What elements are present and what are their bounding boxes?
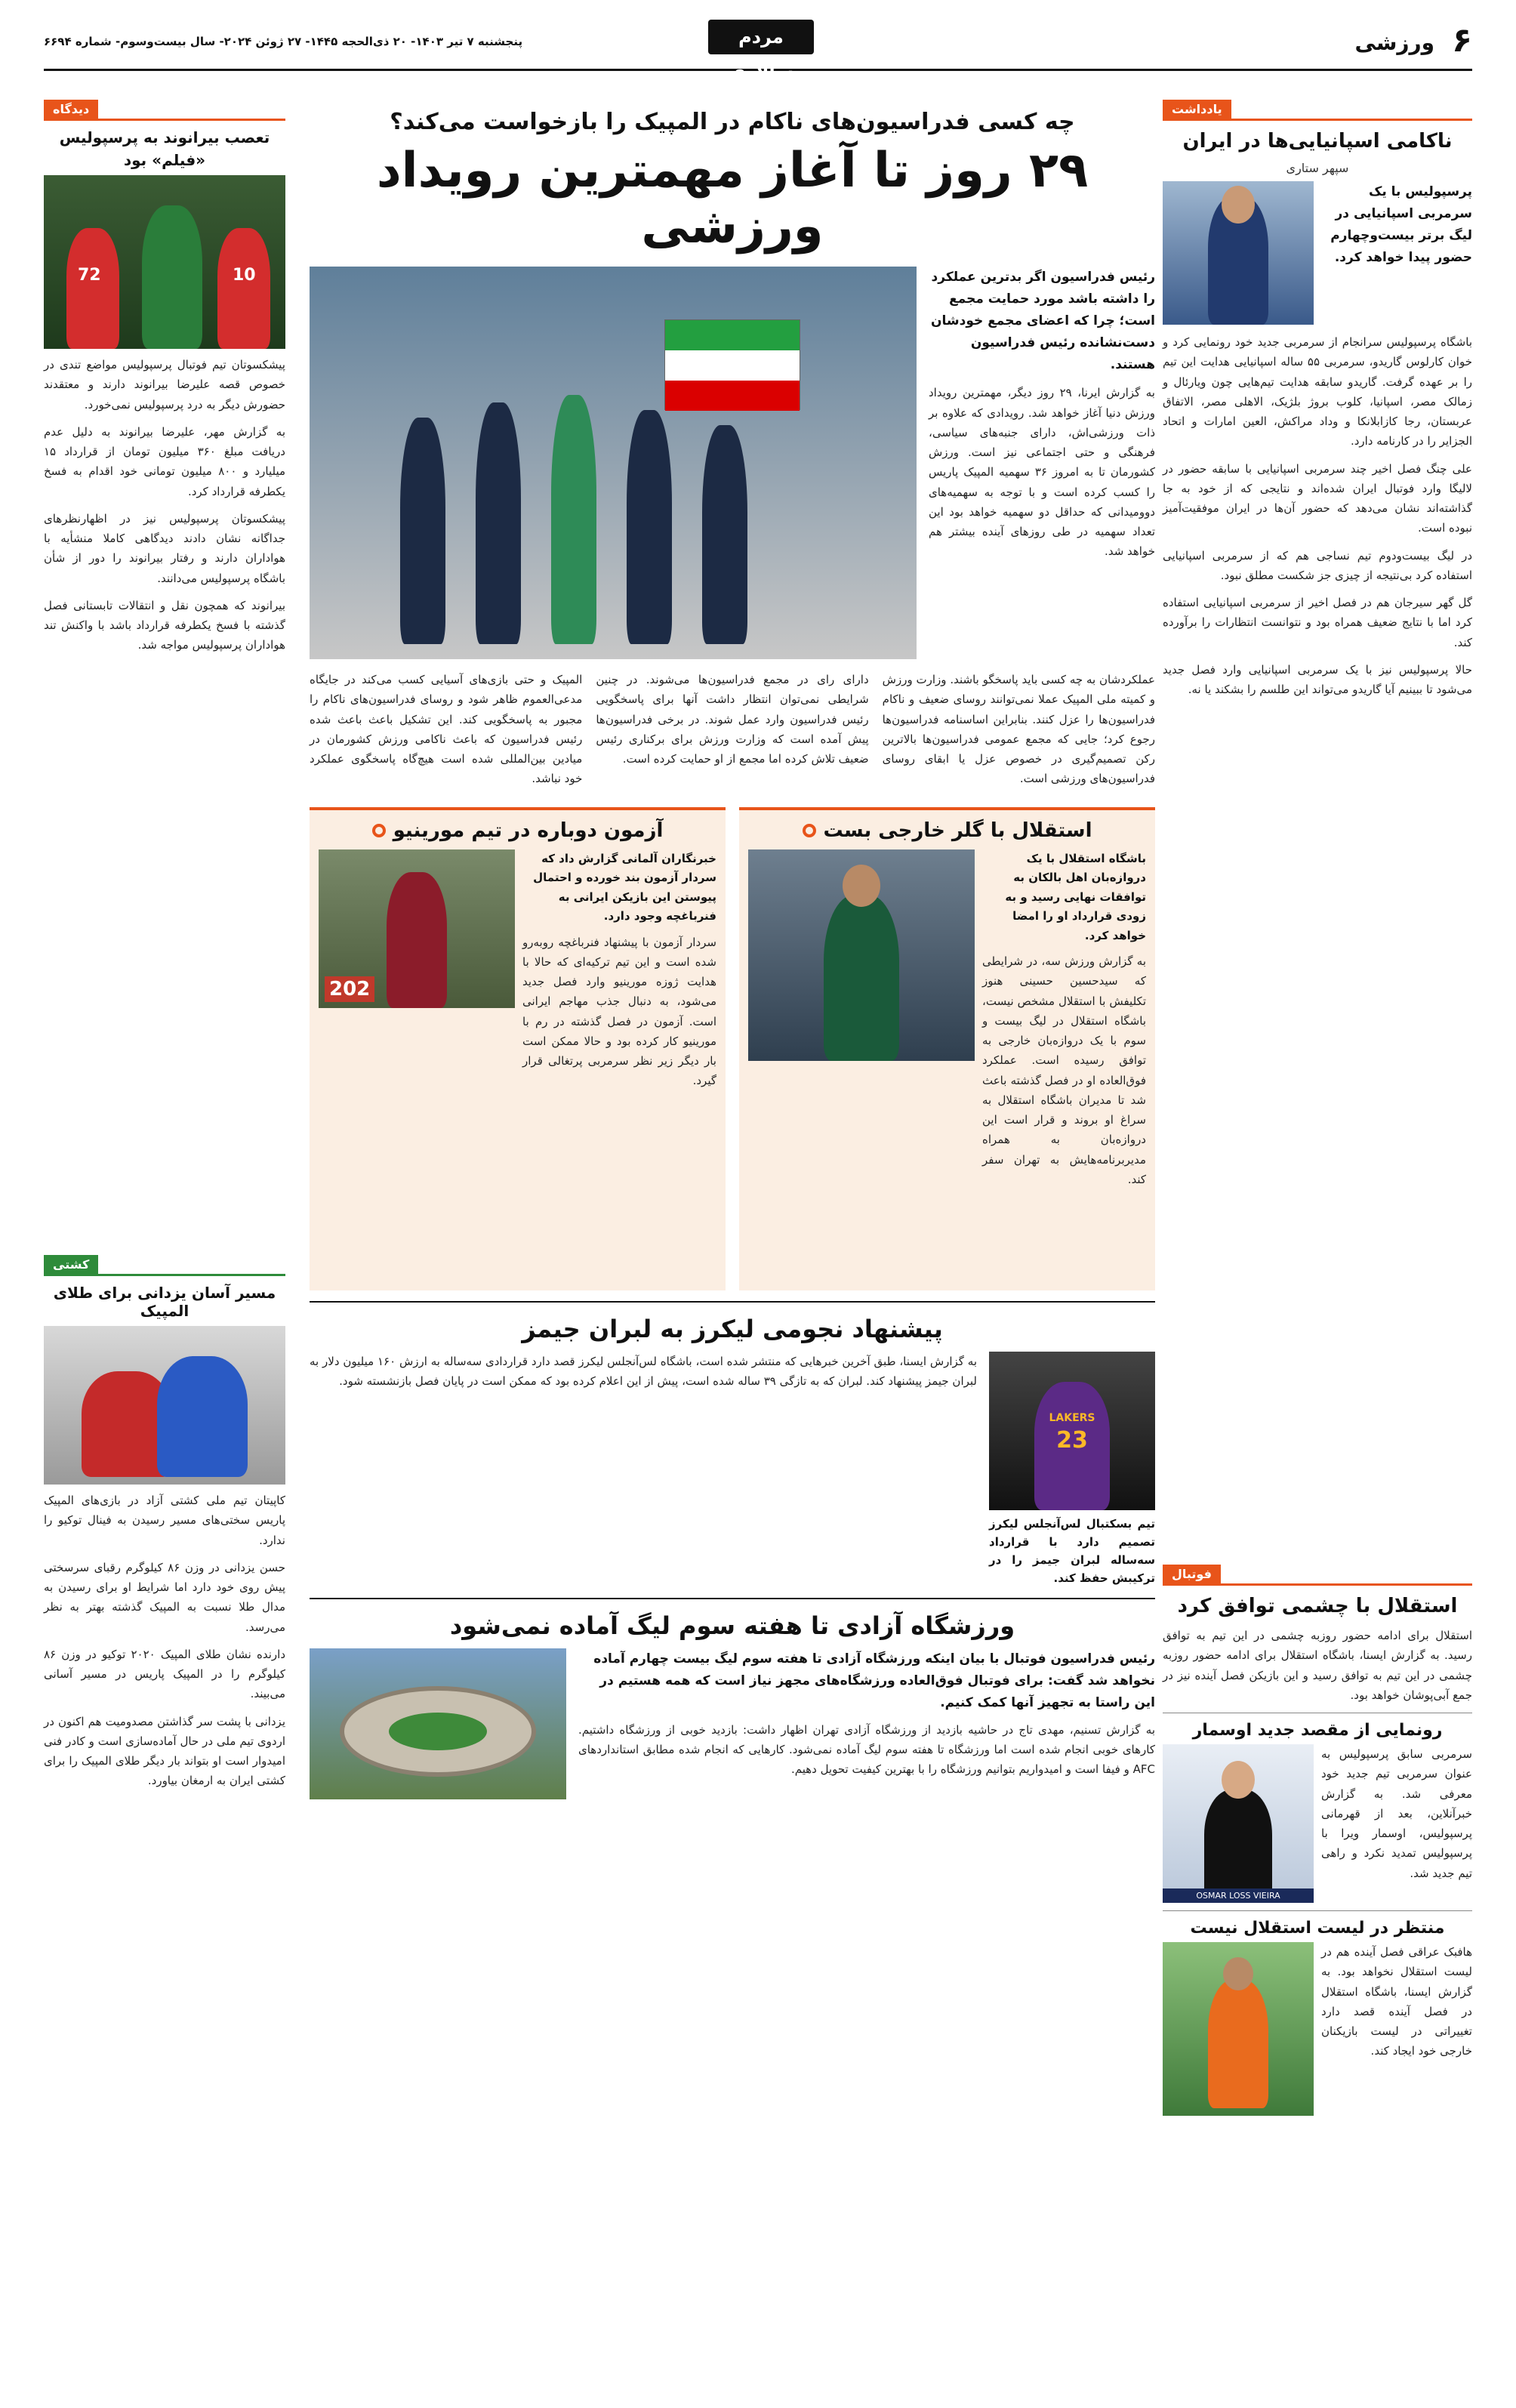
main-text-columns	[310, 670, 1155, 789]
azmoun-lead: خبرنگاران آلمانی گزارش داد که سردار آزمون بند خورده و احتمال پیوستن این بازیکن ایرانی به فنرباغچه وجود دارد.	[533, 851, 716, 923]
main-col3: دارای رای در مجمع فدراسیون‌ها می‌شوند. در چنین شرایطی نمی‌توان انتظار داشت آنها برای پاسخگویی رئیس فدراسیون وارد عمل شوند. در برخی فدراسیون‌ها پیش آمده است که وزارت ورزش برای برکناری رئیس ضعیف تلاش کرده اما مجمع از او حمایت کرده است.	[596, 673, 869, 766]
yazdani-paragraph: حسن یزدانی در وزن ۸۶ کیلوگرم رقبای سرسختی پیش روی خود دارد اما شرایط او برای رسیدن به مدال طلا نسبت به المپیک گذشته بهتر به نظر می‌رسد.	[44, 1560, 285, 1634]
section-mark-icon	[372, 824, 386, 837]
wrestling-photo	[44, 1326, 285, 1485]
main-lead-column	[929, 267, 1155, 659]
main-lead: رئیس فدراسیون اگر بدترین عملکرد را داشته باشد مورد حمایت مجمع است؛ چرا که اعضای مجمع خودشان دست‌نشانده رئیس فدراسیون هستند.	[931, 270, 1155, 372]
esteghlal-gk-lead: باشگاه استقلال با یک دروازه‌بان اهل بالکان به توافقات نهایی رسید و به زودی قرارداد او را امضا خواهد کرد.	[1005, 851, 1146, 942]
main-col1: به گزارش ایرنا، ۲۹ روز دیگر، مهمترین رویداد ورزش دنیا آغاز خواهد شد. رویدادی که علاوه بر ذات ورزشی‌اش، دارای جنبه‌های سیاسی، فرهنگی و حتی اجتماعی نیز است. ورزش کشورمان تا به امروز ۳۶ سهمیه المپیک پاریس را کسب کرده است و با توجه به سهمیه‌های دوومیدانی که حداقل دو سهمیه خواهد بود این تعداد سهمیه در طی روزهای آینده بیشتر هم خواهد شد.	[929, 386, 1155, 559]
olympic-parade-photo	[310, 267, 917, 659]
jersey-number: 10	[233, 266, 256, 285]
esteghlal-gk-title: استقلال با گلر خارجی بست	[823, 819, 1092, 842]
football-section	[1163, 1565, 1472, 2116]
persepolis-photo	[44, 175, 285, 349]
note-paragraph: علی چنگ فصل اخیر چند سرمربی اسپانیایی با سابقه حضور در لالیگا وارد فوتبال ایران شده‌اند و نتایجی که از خود به جا گذاشته‌اند نشان می‌دهد که حضور آن‌ها در ایران موفقیت‌آمیز نبوده است.	[1163, 461, 1472, 535]
lakers-caption: تیم بسکتبال لس‌آنجلس لیکرز تصمیم دارد با قرارداد سه‌ساله لبران جیمز را در ترکیبش حفظ کند.	[989, 1516, 1155, 1585]
note-kicker	[1163, 100, 1472, 121]
player-figure	[1208, 1980, 1268, 2108]
osmar-photo	[1163, 1744, 1314, 1903]
lakers-story	[310, 1313, 1155, 1587]
lakers-title: پیشنهاد نجومی لیکرز به لبران جیمز	[522, 1314, 943, 1343]
wrestler-figure	[157, 1356, 248, 1477]
main-col2: عملکردشان به چه کسی باید پاسخگو باشند. وزارت ورزش و کمیته ملی المپیک عملا نمی‌توانند روسای ضعیف و ناکام فدراسیون‌ها را عزل کنند. بنابراین اساسنامه فدراسیون‌ها رجوع کرد؛ جایی که مجمع عمومی فدراسیون‌ها بالاترین رکن تصمیم‌گیری در خصوص عزل یا ابقای روسای فدراسیون‌های ورزشی است.	[882, 673, 1155, 786]
osmar-head	[1222, 1761, 1255, 1799]
note-author: سپهر ستاری	[1286, 161, 1349, 176]
beiranvand-title-1: تعصب بیرانوند به پرسپولیس	[59, 128, 270, 146]
athlete-figure	[476, 402, 521, 644]
azmoun-box	[310, 807, 726, 1290]
view-paragraph: به گزارش مهر، علیرضا بیرانوند به دلیل عدم دریافت مبلغ ۳۶۰ میلیون تومان از قرارداد ۱۵ میلیارد و ۸۰۰ میلیون تومانی خود اقدام به فسخ یکطرفه قرارداد کرد.	[44, 424, 286, 498]
wrestling-section	[44, 1255, 285, 1799]
boxed-stories-row	[310, 807, 1155, 1290]
athlete-figure	[400, 418, 445, 644]
azadi-lead: رئیس فدراسیون فوتبال با بیان اینکه ورزشگاه آزادی تا هفته سوم لیگ بیست چهارم آماده نخواهد شد گفت: برای فوتبال فوق‌العاده ورزشگاه‌های مجهز نیاز است که همه هستیم در این راستا به تجهیز آنها کمک کنیم.	[593, 1651, 1155, 1710]
iraqi-photo	[1163, 1942, 1314, 2116]
esteghlal-gk-text: به گزارش ورزش سه، در شرایطی که سیدحسین حسینی هنوز تکلیفش با استقلال مشخص نیست، باشگاه استقلال در لیگ بیست و سوم با یک دروازه‌بان خارجی به توافق رسیده است. عملکرد فوق‌العاده او در فصل گذشته باعث شد تا مدیران باشگاه استقلال به سراغ او بروند و قرار است این دروازه‌بان به همراه مدیربرنامه‌هایش به تهران سفر کند.	[982, 954, 1146, 1186]
page-number: ۶	[1452, 21, 1472, 60]
note-paragraph: در لیگ بیست‌ودوم تیم نساجی هم که از سرمربی اسپانیایی استفاده کرد بی‌نتیجه از چیزی جز شکست مطلق نبود.	[1163, 548, 1472, 582]
note-paragraph: گل گهر سیرجان هم در فصل اخیر از سرمربی اسپانیایی استفاده کرد اما با نتایج ضعیف همراه بود و نتوانست انتظارات را برآورده کند.	[1163, 596, 1472, 649]
player-figure	[217, 228, 270, 349]
goalkeeper-figure	[824, 895, 899, 1061]
coach-head	[1222, 186, 1255, 224]
main-title: ۲۹ روز تا آغاز مهمترین رویداد ورزشی	[376, 143, 1089, 254]
lebron-photo	[989, 1352, 1155, 1510]
osmar-banner: OSMAR LOSS VIEIRA	[1163, 1888, 1314, 1903]
lakers-jersey-text: LAKERS	[1049, 1411, 1095, 1424]
main-kicker: چه کسی فدراسیون‌های ناکام در المپیک را بازخواست می‌کند؟	[390, 109, 1075, 135]
keeper-figure	[142, 205, 202, 349]
view-paragraph: پیشکسوتان تیم فوتبال پرسپولیس مواضع تندی در خصوص قصه علیرضا بیرانوند دارند و معتقدند حضورش دیگر به درد پرسپولیس نمی‌خورد.	[44, 358, 285, 412]
center-area	[310, 100, 1155, 1799]
newspaper-logo: مردم سالاری	[708, 20, 814, 54]
player-head	[1223, 1957, 1253, 1990]
iran-flag-icon	[664, 319, 800, 410]
right-column	[1163, 100, 1472, 2058]
yazdani-paragraph: یزدانی با پشت سر گذاشتن مصدومیت هم اکنون در اردوی تیم ملی در حال آماده‌سازی است و کادر فنی امیدوار است او بتواند بار دیگر طلای المپیک را برای کشتی ایران به ارمغان بیاورد.	[44, 1714, 285, 1788]
football-kicker: فوتبال	[1163, 1565, 1221, 1583]
view-kicker: دیدگاه	[44, 100, 98, 119]
issue-line: پنجشنبه ۷ تیر ۱۴۰۳- ۲۰ ذی‌الحجه ۱۴۴۵- ۲۷ ژوئن ۲۰۲۴- سال بیست‌وسوم- شماره ۶۶۹۴	[44, 35, 523, 48]
athlete-figure	[627, 410, 672, 644]
cheshmi-text: استقلال برای ادامه حضور روزبه چشمی در این تیم به توافق رسید. به گزارش ایسنا، باشگاه استقلال برای ادامه حضور روزبه چشمی در این تیم به توافق رسید و این بازیکن فصل آینده نیز در جمع آبی‌پوشان خواهد بود.	[1163, 1629, 1472, 1702]
note-kicker-label: یادداشت	[1163, 100, 1231, 119]
note-paragraph: حالا پرسپولیس نیز با یک سرمربی اسپانیایی وارد فصل جدید می‌شود تا ببینیم آیا گاریدو می‌تواند این طلسم را بشکند یا نه.	[1163, 662, 1472, 697]
left-column	[44, 100, 286, 1788]
section-name: ورزشی	[1354, 30, 1434, 55]
azmoun-photo	[319, 849, 515, 1008]
lakers-jersey-number: 23	[1056, 1426, 1088, 1454]
athlete-figure	[702, 425, 747, 644]
yazdani-paragraph: کاپیتان تیم ملی کشتی آزاد در بازی‌های المپیک پاریس سختی‌های مسیر رسیدن به فینال توکیو را ندارد.	[44, 1494, 285, 1547]
note-paragraph: باشگاه پرسپولیس سرانجام از سرمربی جدید خود رونمایی کرد و خوان کارلوس گاریدو، سرمربی ۵۵ ساله اسپانیایی هدایت این تیم را بر عهده گرفت. گاریدو سابقه هدایت تیم‌هایی چون ویارئال و زمالک مصر، اسپانیا، کلوب بروژ بلژیک، الاهلی مصر، الاتفاق عربستان، رجا کازابلانکا و وداد مراکش، العین امارات و اتحاد الجزایر را در کارنامه دارد.	[1163, 335, 1472, 449]
beiranvand-body	[44, 355, 285, 655]
iraqi-text: هافبک عراقی فصل آینده هم در لیست استقلال نخواهد بود. به گزارش ایسنا، باشگاه استقلال در فصل آینده قصد دارد تغییراتی در لیست بازیکنان خارجی خود ایجاد کند.	[1321, 1945, 1472, 2058]
main-col4: المپیک و حتی بازی‌های آسیایی کسب می‌کند در جایگاه مدعی‌العموم ظاهر شود و روسای فدراسیون‌های ناکام را مجبور به پاسخگویی کند. این تشکیل باعث باعث شده رئیس فدراسیون که باعث ناکامی ورزش کشورمان در میادین بین‌المللی شده است هیچ‌گاه پاسخگوی عملکرد خود نباشد.	[310, 673, 583, 786]
player-figure	[66, 228, 119, 349]
view-paragraph: بیرانوند که همچون نقل و انتقالات تابستانی فصل گذشته با فسخ یکطرفه قرارداد باشد با واکنش تند هواداران پرسپولیس مواجه شد.	[44, 598, 285, 652]
note-body	[1163, 332, 1472, 699]
beiranvand-title-2: «فیلم» بود	[123, 151, 206, 169]
azadi-text: به گزارش تسنیم، مهدی تاج در حاشیه بازدید از ورزشگاه آزادی تهران اظهار داشت: بازدید خوبی از ورزشگاه داشتیم. کارهای خوبی انجام شده است اما ورزشگاه تا هفته سوم لیگ آماده نمی‌شود. کارهایی که انجام شده مطابق استانداردهای AFC و فیفا است و امیدواریم بتوانیم ورزشگاه را با بهترین کیفیت تحویل دهیم.	[578, 1722, 1155, 1777]
note-title: ناکامی اسپانیایی‌ها در ایران	[1182, 130, 1453, 153]
iraqi-title: منتظر در لیست استقلال نیست	[1190, 1919, 1445, 1938]
jersey-number: 72	[78, 266, 101, 285]
esteghlal-goalkeeper-box	[739, 807, 1155, 1290]
azmoun-title: آزمون دوباره در تیم مورینیو	[393, 819, 664, 842]
lakers-text: به گزارش ایسنا، طبق آخرین خبرهایی که منتشر شده است، باشگاه لس‌آنجلس لیکرز قصد دارد قراردادی سه‌ساله به ارزش ۱۶۰ میلیون دلار به لبران جیمز پیشنهاد کند. لبران که به تازگی ۳۹ ساله شده است، پیش از این اعلام کرده بود که ممکن است در پایان فصل بازنشسته شود.	[310, 1354, 977, 1388]
section-mark-icon	[803, 824, 816, 837]
goalkeeper-head	[843, 865, 880, 907]
garrido-photo	[1163, 181, 1314, 325]
azadi-title: ورزشگاه آزادی تا هفته سوم لیگ آماده نمی‌شود	[449, 1611, 1015, 1640]
osmar-figure	[1204, 1790, 1272, 1903]
osmar-title: رونمایی از مقصد جدید اوسمار	[1192, 1721, 1443, 1740]
wrestling-kicker: کشتی	[44, 1255, 98, 1274]
azadi-story	[310, 1610, 1155, 1799]
scoreboard-label: 202	[325, 976, 374, 1002]
view-paragraph: پیشکسوتان پرسپولیس نیز در اظهارنظرهای جداگانه نشان دادند دیدگاهی کاملا منشأیه با هواداران دارند و رفتار بیرانوند را دور از شأن باشگاه پرسپولیس می‌دانند.	[44, 511, 285, 585]
pitch-shape	[389, 1713, 487, 1750]
note-lead: پرسپولیس با یک سرمربی اسپانیایی در لیگ برتر بیست‌وچهارم حضور پیدا خواهد کرد.	[1330, 184, 1472, 265]
yazdani-paragraph: دارنده نشان طلای المپیک ۲۰۲۰ توکیو در وزن ۸۶ کیلوگرم را در المپیک پاریس در مسیر آسانی می‌بیند.	[44, 1647, 285, 1701]
osmar-text: سرمربی سابق پرسپولیس به عنوان سرمربی تیم جدید خود معرفی شد. به گزارش خبرآنلاین، بعد از قهرمانی پرسپولیس، اوسمار ویرا با پرسپولیس تمدید نکرد و راهی تیم جدید شد.	[1321, 1747, 1472, 1880]
yazdani-body	[44, 1491, 285, 1791]
goalkeeper-photo	[748, 849, 975, 1061]
cheshmi-title: استقلال با چشمی توافق کرد	[1177, 1595, 1458, 1617]
masthead	[44, 17, 1472, 82]
yazdani-title: مسیر آسان یزدانی برای طلای المپیک	[53, 1284, 276, 1320]
azmoun-figure	[387, 872, 447, 1008]
azmoun-text: سردار آزمون با پیشنهاد فنرباغچه روبه‌رو شده است و این تیم ترکیه‌ای که حالا با هدایت ژوزه مورینیو وارد فصل جدید می‌شود، به دنبال جذب مهاجم ایرانی است. آزمون در فصل گذشته در رم با مورینیو کار کرده بود و حالا ممکن است بار دیگر زیر نظر سرمربی پرتغالی قرار گیرد.	[522, 935, 716, 1088]
athlete-figure	[551, 395, 596, 644]
azadi-stadium-photo	[310, 1648, 566, 1799]
